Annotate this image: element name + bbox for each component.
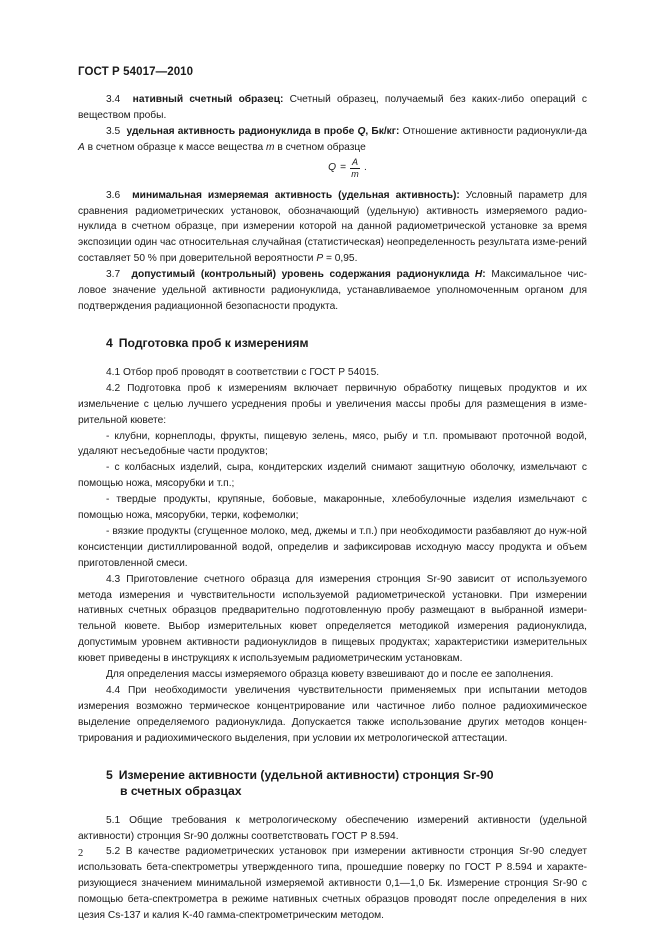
section-5-heading: [78, 767, 587, 799]
clause-4-3: 4.3 Приготовление счетного образца для измерения стронция Sr-90 зависит от используемого метода измерения и чувствительности используемой радиометрической установки. При измерении нативных счетных образцов предварительно подготовленную пробу размещают в выбранной измери-тельной кювете. Выбор измерительных кювет определяется методикой измерения радионуклида, допустимым уровнем активности радионуклидов в пищевых продуктах; характеристики измерительных кювет приведены в инструкциях к используемым радиометрическим установкам.: [78, 573, 587, 665]
section-title: Подготовка проб к измерениям: [118, 335, 309, 350]
formula-end: .: [364, 162, 367, 174]
clause-4-3-continued: Для определения массы измеряемого образца кювету взвешивают до и после ее заполнения.: [106, 669, 554, 681]
clause-5-1: 5.1 Общие требования к метрологическому обеспечению измерений активности (удельной активности) стронция Sr-90 должны соответствовать ГОСТ Р 8.594.: [78, 814, 587, 842]
definition-text: Отношение активности радионукли-да: [402, 125, 587, 137]
section-title: Измерение активности (удельной активности) стронция Sr-90: [118, 767, 494, 782]
definition-text: в счетном образце: [277, 141, 366, 153]
formula-denominator: m: [351, 168, 359, 179]
definition-text: в счетном образце к массе вещества: [87, 141, 264, 153]
clause-5-2: 5.2 В качестве радиометрических установок при измерении активности стронция Sr-90 следует использовать бета-спектрометры утвержденного типа, прошедшие поверку по ГОСТ Р 8.594 и характе-ризующиеся значением минимальной измеряемой активности 0,1—1,0 Бк. Измерение стронция Sr-90 с помощью бета-спектрометра в режиме нативных счетных образцов проводят после определения в них цезия Cs-137 и калия K-40 гамма-спектрометрическим методом.: [78, 846, 587, 922]
list-item: - твердые продукты, крупяные, бобовые, макаронные, хлебобулочные изделия измельчают с помощью ножа, мясорубки, терки, кофемолки;: [78, 494, 587, 522]
section-number: 4: [106, 335, 113, 350]
definition-text: Счетный образец, получаемый без каких-либо операций с веществом пробы.: [78, 94, 587, 121]
term: нативный счетный образец:: [132, 94, 284, 105]
document-body: [78, 92, 587, 924]
section-title-line2: в счетных образцах: [120, 783, 242, 798]
definition-text: Условный параметр для сравнения радиометрических установок, обозначающий (удельную) активность измеряемого радио-нуклида в счетном образце, при измерении которой на данной радиометрической установке за время экспозиции один час относительная случайная (статистическая) неопределенность результата изме-рений составляет 50 % при доверительной вероятности: [78, 189, 587, 265]
term: допустимый (контрольный) уровень содержания радионуклида H:: [131, 269, 486, 281]
section-4-heading: [78, 335, 587, 351]
clause-number: 3.5: [106, 125, 121, 137]
clause-number: 3.6: [106, 189, 121, 201]
formula-lhs: Q: [328, 162, 337, 174]
formula-numerator: A: [352, 156, 359, 167]
list-item: - с колбасных изделий, сыра, кондитерских изделий снимают защитную оболочку, измельчают с помощью ножа, мясорубки и т.п.;: [78, 462, 587, 490]
definition-text: = 0,95.: [325, 253, 358, 265]
list-item: - клубни, корнеплоды, фрукты, пищевую зелень, мясо, рыбу и т.п. промывают проточной водой, удаляют несъедобные части продуктов;: [78, 430, 587, 458]
definition-3-7: [78, 267, 587, 315]
definition-3-5: [78, 124, 587, 156]
list-item: - вязкие продукты (сгущенное молоко, мед, джемы и т.п.) при необходимости разбавляют до нуж-ной консистенции дистиллированной водой, определив и зафиксировав исходную массу продукта и объем приготовленной смеси.: [78, 525, 587, 569]
standard-header: ГОСТ Р 54017—2010: [78, 66, 194, 78]
clause-4-1: 4.1 Отбор проб проводят в соответствии с ГОСТ Р 54015.: [106, 366, 380, 378]
formula: [108, 157, 587, 183]
clause-4-2: 4.2 Подготовка проб к измерениям включает первичную обработку пищевых продуктов и их измельчение с целью лучшего усреднения пробы и увеличения массы пробы для размещения в изме-рительной кювете:: [78, 382, 587, 426]
clause-4-4: 4.4 При необходимости увеличения чувствительности применяемых при испытании методов измерения возможно термическое концентрирование или частичное либо полное радиохимическое выделение определяемого радионуклида. Допускается также использование других методов концен-трирования и радиохимического выделения, при условии их метрологической аттестации.: [78, 685, 587, 744]
symbol: A: [78, 141, 85, 153]
page-number: 2: [78, 848, 84, 859]
definition-3-4: [78, 92, 587, 124]
clause-number: 3.7: [106, 269, 121, 281]
clause-number: 3.4: [106, 94, 121, 105]
formula-equals: =: [340, 162, 347, 174]
symbol: P: [316, 253, 324, 265]
definition-text: Максимальное чис-ловое значение удельной активности радионуклида, устанавливаемое уполномоченным органом для подтверждения радиационной безопасности продукта.: [78, 269, 588, 312]
formula-fraction: [350, 157, 360, 180]
symbol: m: [266, 141, 275, 153]
definition-3-6: [78, 188, 587, 268]
term: минимальная измеряемая активность (удельная активность):: [132, 189, 460, 201]
term: удельная активность радионуклида в пробе Q, Бк/кг:: [126, 125, 400, 137]
section-number: 5: [106, 767, 113, 782]
